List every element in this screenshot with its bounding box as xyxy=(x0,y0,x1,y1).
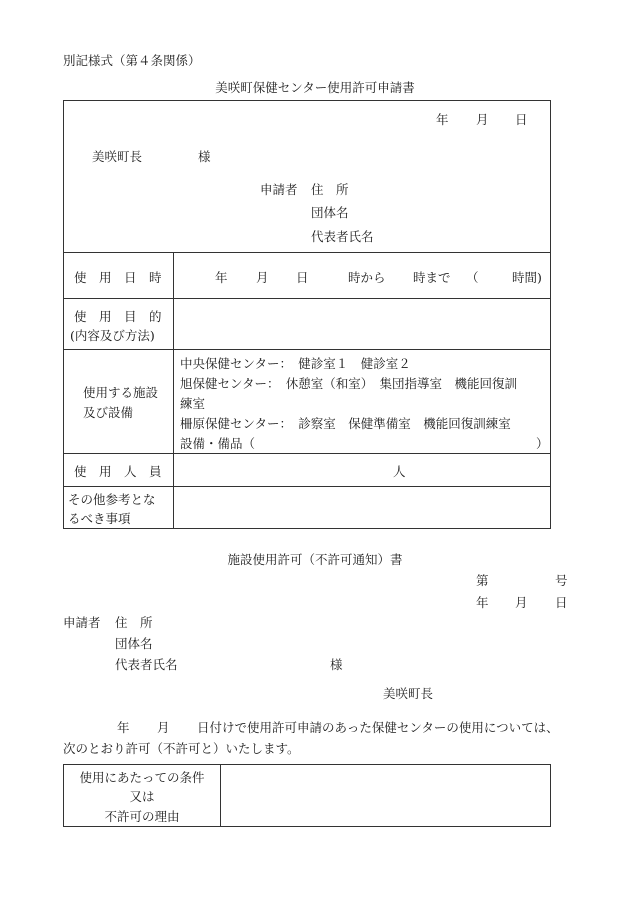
usage-datetime-label: 使 用 日 時 xyxy=(74,270,162,285)
usage-hours: 時間) xyxy=(512,270,542,285)
permit-title: 施設使用許可（不許可通知）書 xyxy=(227,552,403,567)
application-date-day: 日 xyxy=(515,112,528,127)
permit-applicant-label: 申請者 xyxy=(63,615,101,630)
facilities-line-4: 柵原保健センター： 診察室 保健準備室 機能回復訓練室 xyxy=(180,416,511,431)
permit-representative-label: 代表者氏名 xyxy=(115,657,178,672)
usage-month: 月 xyxy=(256,270,269,285)
permit-body-year: 年 xyxy=(117,720,130,735)
addressee: 美咲町長 xyxy=(92,149,143,164)
permit-body-line-2: 次のとおり許可（不許可と）いたします。 xyxy=(63,741,300,756)
permit-number-suffix: 号 xyxy=(555,573,568,588)
other-label-2: るべき事項 xyxy=(68,511,131,526)
applicant-label: 申請者 xyxy=(260,182,298,197)
form-label: 別記様式（第４条関係） xyxy=(63,53,201,68)
usage-purpose-label-2: (内容及び方法) xyxy=(70,328,155,343)
usage-year: 年 xyxy=(215,270,228,285)
conditions-label-2: 又は xyxy=(129,789,155,804)
other-label-1: その他参考とな xyxy=(68,492,156,507)
permit-issuer: 美咲町長 xyxy=(383,686,434,701)
permit-number-prefix: 第 xyxy=(476,573,489,588)
applicant-organization-label: 団体名 xyxy=(311,205,349,220)
facilities-label-1: 使用する施設 xyxy=(83,385,159,400)
facilities-line-3: 練室 xyxy=(180,396,206,411)
permit-body-line-1: 日付けで使用許可申請のあった保健センターの使用については、 xyxy=(197,720,559,735)
users-unit: 人 xyxy=(393,464,406,479)
application-date-year: 年 xyxy=(436,112,449,127)
permit-address-label: 住 所 xyxy=(115,615,153,630)
permit-honorific: 様 xyxy=(330,657,343,672)
applicant-address-label: 住 所 xyxy=(311,182,349,197)
usage-purpose-label-1: 使 用 目 的 xyxy=(74,309,162,324)
application-title: 美咲町保健センター使用許可申請書 xyxy=(215,80,415,95)
usage-until: 時まで xyxy=(413,270,451,285)
usage-day: 日 xyxy=(296,270,309,285)
facilities-line-5-close: ） xyxy=(536,436,549,451)
permit-organization-label: 団体名 xyxy=(115,636,153,651)
permit-date-day: 日 xyxy=(555,595,568,610)
facilities-label-2: 及び設備 xyxy=(83,405,134,420)
users-label: 使 用 人 員 xyxy=(74,464,162,479)
application-date-month: 月 xyxy=(476,112,489,127)
addressee-honorific: 様 xyxy=(198,149,211,164)
facilities-line-5: 設備・備品（ xyxy=(180,436,256,451)
usage-paren-open: （ xyxy=(466,270,479,285)
applicant-representative-label: 代表者氏名 xyxy=(311,229,374,244)
permit-body-month: 月 xyxy=(157,720,170,735)
usage-from: 時から xyxy=(348,270,386,285)
permit-date-year: 年 xyxy=(476,595,489,610)
permit-date-month: 月 xyxy=(515,595,528,610)
conditions-label-3: 不許可の理由 xyxy=(104,809,180,824)
facilities-line-2: 旭保健センター： 休憩室（和室） 集団指導室 機能回復訓 xyxy=(180,376,518,391)
conditions-label-1: 使用にあたっての条件 xyxy=(79,770,205,785)
facilities-line-1: 中央保健センター： 健診室１ 健診室２ xyxy=(180,356,411,371)
